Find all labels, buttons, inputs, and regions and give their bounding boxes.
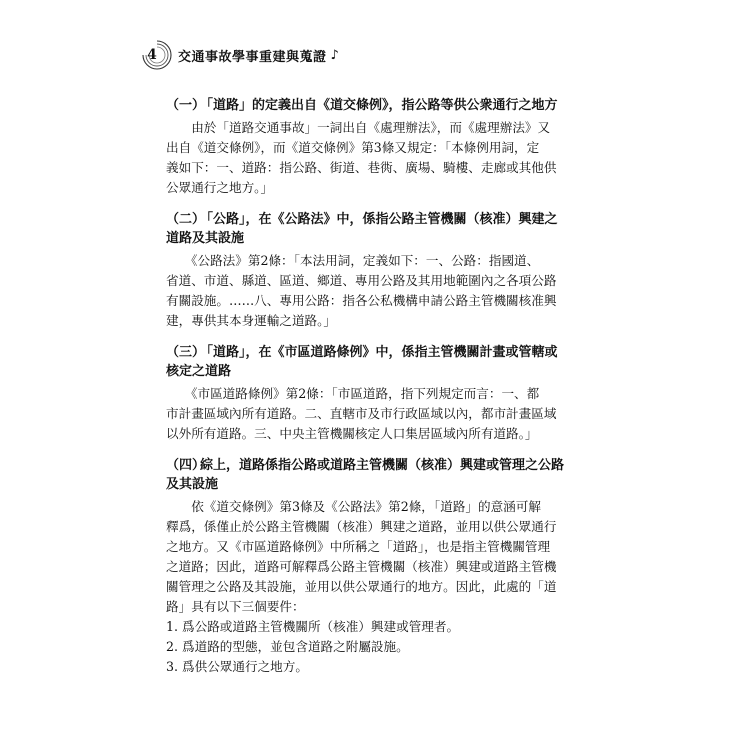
section-1 [166, 96, 586, 198]
section-heading-line: 核定之道路 [166, 364, 232, 379]
section-heading-line: 「道路」，在《市區道路條例》中，係指主管機關計畫或管轄或 [200, 345, 558, 360]
paragraph-line: 建，專供其本身運輸之道路。」 [166, 313, 337, 328]
paragraph-line: 關管理之公路及其設施，並用以供公眾通行的地方。因此，此處的「道 [166, 579, 557, 594]
section-2 [166, 210, 586, 331]
section-paragraph [166, 118, 586, 198]
paragraph-line: 釋爲，係僅止於公路主管機關（核准）興建之道路，並用以供公眾通行 [166, 519, 557, 534]
section-number: （三） [166, 345, 206, 360]
section-heading [166, 456, 586, 494]
section-number: （二） [166, 212, 206, 227]
section-heading-line: 道路及其設施 [166, 231, 245, 246]
page-header [140, 38, 339, 72]
paragraph-line: 路」具有以下三個要件： [166, 599, 305, 614]
flourish-icon: ♪ [330, 47, 339, 63]
section-heading [166, 210, 586, 248]
paragraph-line: 《公路法》第2條：「本法用詞，定義如下：一、公路：指國道、 [166, 253, 540, 268]
paragraph-line: 依《道交條例》第3條及《公路法》第2條，「道路」的意涵可解 [166, 499, 541, 514]
page-number: 4 [147, 47, 157, 63]
paragraph-line: 之道路；因此，道路可解釋爲公路主管機關（核准）興建或道路主管機 [166, 559, 557, 574]
paragraph-line: 出自《道交條例》，而《道交條例》第3條又規定：「本條例用詞，定 [166, 140, 540, 155]
section-number: （四） [166, 458, 206, 473]
running-head-title: 交通事故學事重建與蒐證 [178, 49, 327, 65]
paragraph-line: 《市區道路條例》第2條：「市區道路，指下列規定而言：一、都 [166, 386, 540, 401]
section-heading [166, 343, 586, 381]
section-heading-line: 「公路」，在《公路法》中，係指公路主管機關（核准）興建之 [200, 212, 558, 227]
requirements-list [166, 617, 586, 677]
paragraph-line: 義如下：一、道路：指公路、街道、巷衖、廣場、騎樓、走廊或其他供 [166, 160, 557, 175]
section-paragraph [166, 497, 586, 617]
paragraph-line: 公眾通行之地方。」 [166, 180, 274, 195]
paragraph-line: 由於「道路交通事故」一詞出自《處理辦法》，而《處理辦法》又 [166, 120, 551, 135]
section-4 [166, 456, 586, 677]
list-item: 2. 爲道路的型態，並包含道路之附屬設施。 [166, 639, 409, 654]
section-number: （一） [166, 98, 206, 113]
section-heading-line: 及其設施 [166, 477, 219, 492]
list-item: 3. 爲供公眾通行之地方。 [166, 659, 308, 674]
section-paragraph [166, 251, 586, 331]
section-paragraph [166, 384, 586, 444]
section-heading-line: 綜上，道路係指公路或道路主管機關（核准）興建或管理之公路 [200, 458, 565, 473]
list-item: 1. 爲公路或道路主管機關所（核准）興建或管理者。 [166, 619, 460, 634]
section-heading-line: 「道路」的定義出自《道交條例》，指公路等供公衆通行之地方 [200, 98, 558, 113]
section-heading [166, 96, 586, 115]
paragraph-line: 市計畫區域內所有道路。二、直轄市及市行政區域以內，都市計畫區域 [166, 406, 557, 421]
paragraph-line: 之地方。又《市區道路條例》中所稱之「道路」，也是指主管機關管理 [166, 539, 551, 554]
paragraph-line: 省道、市道、縣道、區道、鄉道、專用公路及其用地範圍內之各項公路 [166, 273, 557, 288]
paragraph-line: 以外所有道路。三、中央主管機關核定人口集居區域內所有道路。」 [166, 426, 538, 441]
section-3 [166, 343, 586, 444]
page-number-badge [140, 38, 174, 72]
page-body [166, 96, 586, 689]
paragraph-line: 有關設施。……八、專用公路：指各公私機構申請公路主管機關核准興 [166, 293, 557, 308]
